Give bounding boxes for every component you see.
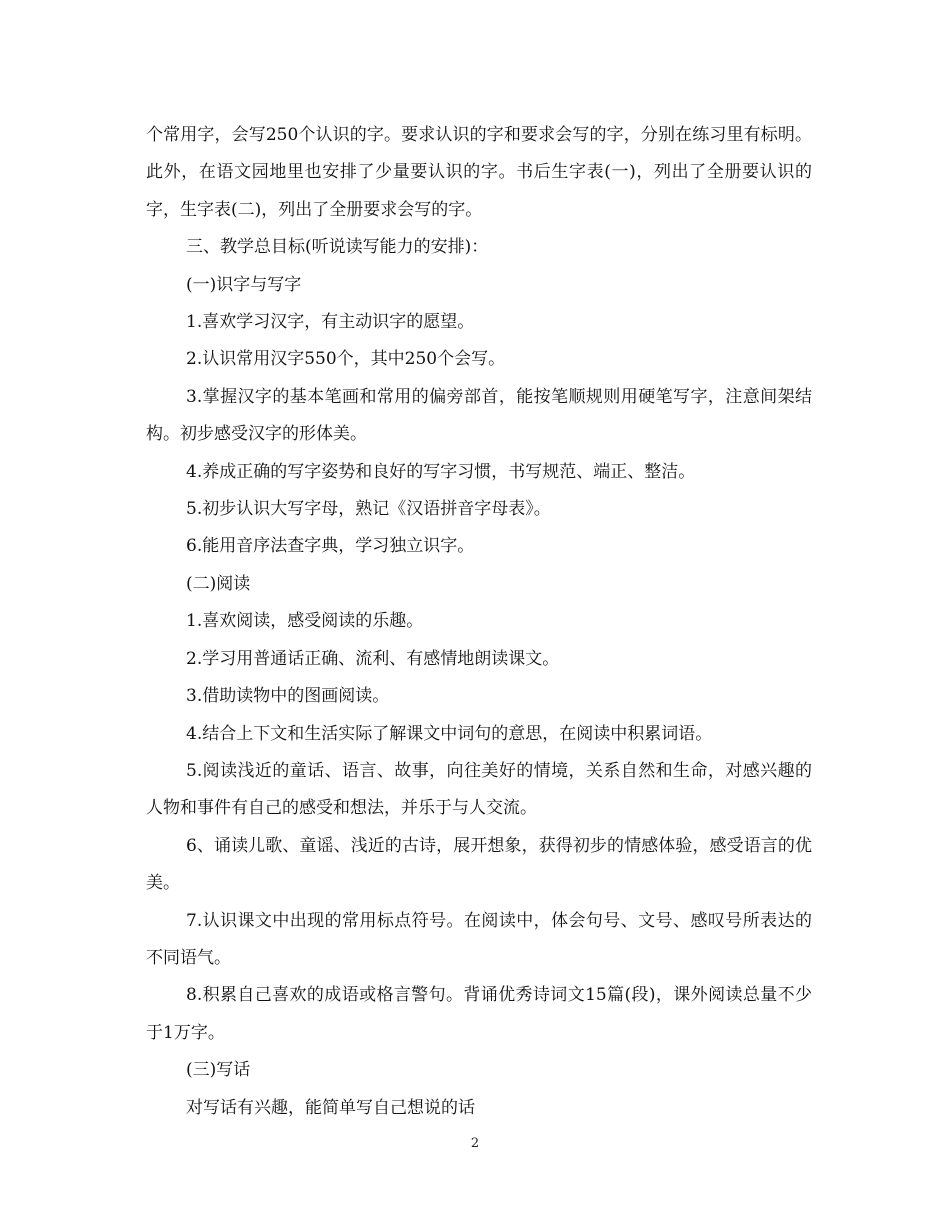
list-item: 2.认识常用汉字550个，其中250个会写。 <box>186 349 506 370</box>
subsection-heading: (一)识字与写字 <box>186 274 302 295</box>
list-item: 6.能用音序法查字典，学习独立识字。 <box>186 536 475 557</box>
list-item: 4.结合上下文和生活实际了解课文中词句的意思，在阅读中积累词语。 <box>186 723 713 744</box>
list-item: 2.学习用普通话正确、流利、有感情地朗读课文。 <box>186 648 560 669</box>
document-body <box>146 117 812 1127</box>
subsection-heading: (二)阅读 <box>186 573 251 594</box>
paragraph: 个常用字，会写250个认识的字。要求认识的字和要求会写的字，分别在练习里有标明。此外，在语文园地里也安排了少量要认识的字。书后生字表(一)，列出了全册要认识的字，生字表(二)，列出了全册要求会写的字。 <box>146 125 812 220</box>
paragraph: 对写话有兴趣，能简单写自己想说的话 <box>186 1097 475 1118</box>
subsection-heading: (三)写话 <box>186 1060 251 1081</box>
list-item: 8.积累自己喜欢的成语或格言警句。背诵优秀诗词文15篇(段)，课外阅读总量不少于1万字。 <box>146 985 812 1043</box>
page-number: 2 <box>470 1136 480 1151</box>
list-item: 3.掌握汉字的基本笔画和常用的偏旁部首，能按笔顺规则用硬笔写字，注意间架结构。初步感受汉字的形体美。 <box>146 386 812 445</box>
list-item: 4.养成正确的写字姿势和良好的写字习惯，书写规范、端正、整洁。 <box>186 461 696 482</box>
list-item: 5.初步认识大写字母，熟记《汉语拼音字母表》。 <box>186 499 551 520</box>
list-item: 5.阅读浅近的童话、语言、故事，向往美好的情境，关系自然和生命，对感兴趣的人物和事件有自己的感受和想法，并乐于与人交流。 <box>146 760 812 819</box>
list-item: 6、诵读儿歌、童谣、浅近的古诗，展开想象，获得初步的情感体验，感受语言的优美。 <box>146 835 812 894</box>
list-item: 1.喜欢阅读，感受阅读的乐趣。 <box>186 611 424 632</box>
section-heading: 三、教学总目标(听说读写能力的安排)： <box>186 237 489 258</box>
list-item: 1.喜欢学习汉字，有主动识字的愿望。 <box>186 312 475 333</box>
list-item: 7.认识课文中出现的常用标点符号。在阅读中，体会句号、文号、感叹号所表达的不同语气。 <box>146 910 812 968</box>
list-item: 3.借助读物中的图画阅读。 <box>186 686 390 707</box>
